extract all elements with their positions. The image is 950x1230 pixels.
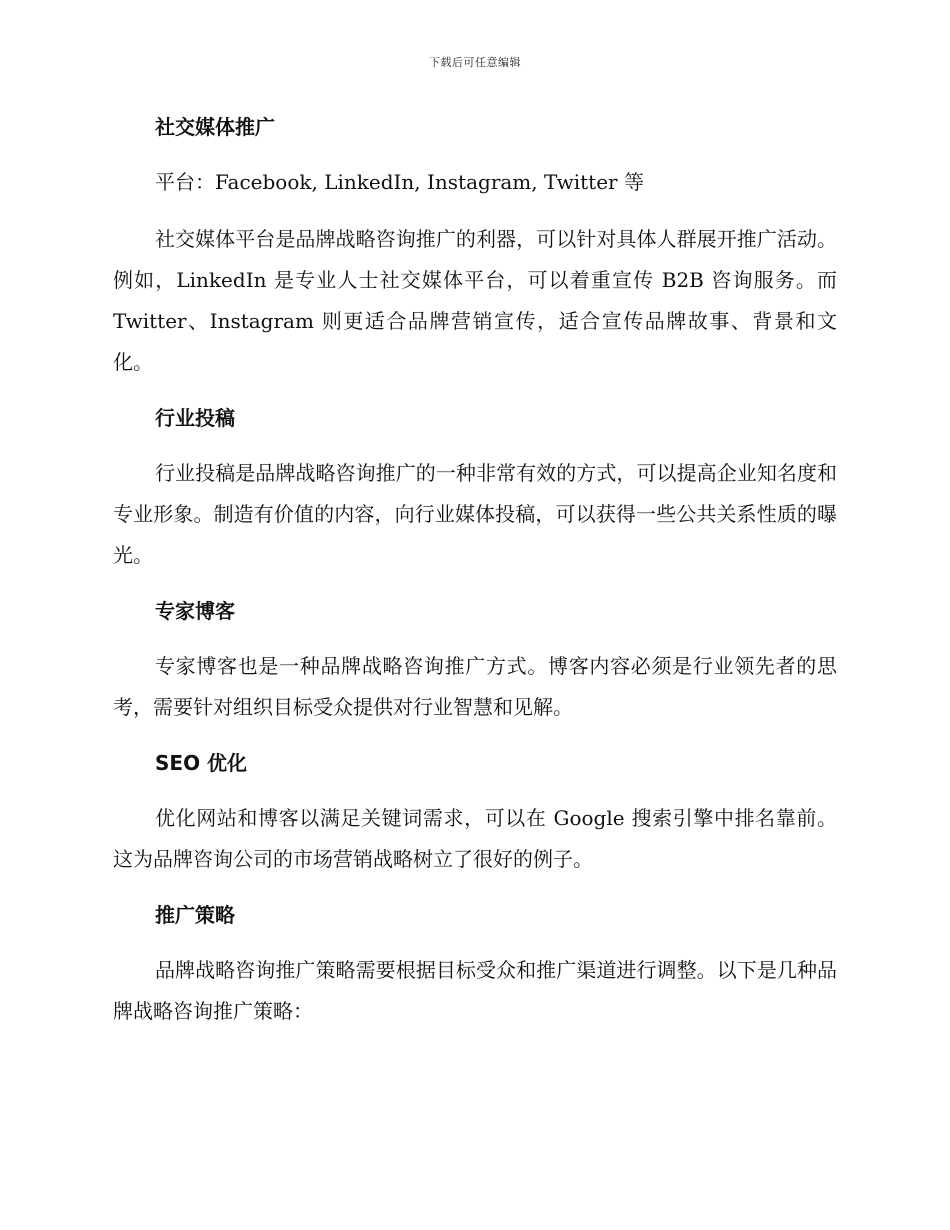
document-content [113,108,837,1048]
section-heading-industry-submission: 行业投稿 [155,406,235,430]
expert-blog-paragraph: 专家博客也是一种品牌战略咨询推广方式。博客内容必须是行业领先者的思考，需要针对组织目标受众提供对行业智慧和见解。 [113,654,837,719]
section-heading-expert-blog: 专家博客 [155,599,235,623]
section-heading-promotion-strategy: 推广策略 [155,903,235,927]
seo-paragraph: 优化网站和博客以满足关键词需求，可以在 Google 搜索引擎中排名靠前。这为品牌咨询公司的市场营销战略树立了很好的例子。 [113,806,837,871]
header-note: 下载后可任意编辑 [429,56,521,69]
promotion-strategy-paragraph: 品牌战略咨询推广策略需要根据目标受众和推广渠道进行调整。以下是几种品牌战略咨询推广策略： [113,958,837,1023]
industry-submission-paragraph: 行业投稿是品牌战略咨询推广的一种非常有效的方式，可以提高企业知名度和专业形象。制造有价值的内容，向行业媒体投稿，可以获得一些公共关系性质的曝光。 [113,461,837,567]
social-media-paragraph: 社交媒体平台是品牌战略咨询推广的利器，可以针对具体人群展开推广活动。例如，LinkedIn 是专业人士社交媒体平台，可以着重宣传 B2B 咨询服务。而 Twitter、Instagram 则更适合品牌营销宣传，适合宣传品牌故事、背景和文化。 [113,227,837,374]
platform-paragraph: 平台：Facebook, LinkedIn, Instagram, Twitter 等 [155,170,644,194]
section-heading-social-media: 社交媒体推广 [155,115,275,139]
section-heading-seo: SEO 优化 [155,751,248,775]
